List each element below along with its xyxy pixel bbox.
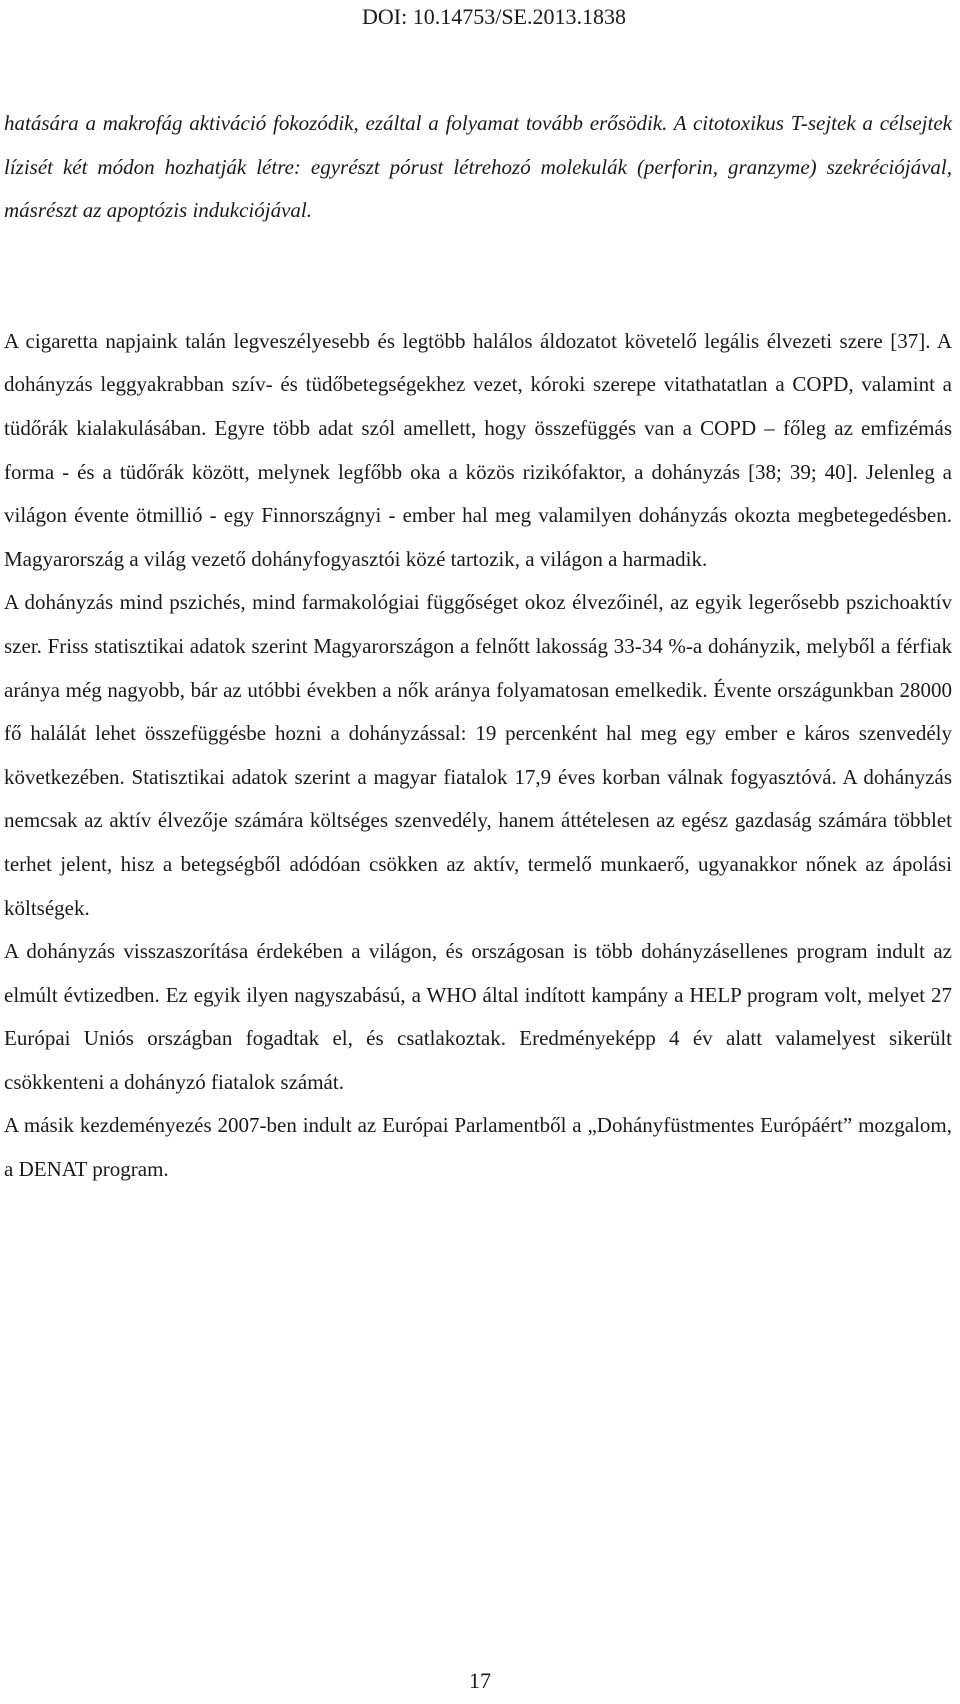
paragraph-denat: A másik kezdeményezés 2007-ben indult az Európai Parlamentből a „Dohányfüstmentes Európáért” mozgalom, a DENAT program. (4, 1113, 952, 1182)
paragraph-addiction: A dohányzás mind pszichés, mind farmakológiai függőséget okoz élvezőinél, az egyik legerősebb pszichoaktív szer. Friss statisztikai adatok szerint Magyarországon a felnőtt lakosság 33-34 %-a dohányzik, melyből a férfiak aránya még nagyobb, bár az utóbbi években a nők aránya folyamatosan emelkedik. Évente országunkban 28000 fő halálát lehet összefüggésbe hozni a dohányzással: 19 percenként hal meg egy ember e káros szenvedély következében. Statisztikai adatok szerint a magyar fiatalok 17,9 éves korban válnak fogyasztóvá. A dohányzás nemcsak az aktív élvezője számára költséges szenvedély, hanem áttételesen az egész gazdaság számára többlet terhet jelent, hisz a betegségből adódóan csökken az aktív, termelő munkaerő, ugyanakkor nőnek az ápolási költségek. (4, 590, 952, 920)
page-number: 17 (469, 1668, 491, 1693)
paragraph-cigarette: A cigaretta napjaink talán legveszélyesebb és legtöbb halálos áldozatot követelő legális élvezeti szere [37]. A dohányzás leggyakrabban szív- és tüdőbetegségekhez vezet, kóroki szerepe vitathatatlan a COPD, valamint a tüdőrák kialakulásában. Egyre több adat szól amellett, hogy összefüggés van a COPD – főleg az emfizémás forma - és a tüdőrák között, melynek legfőbb oka a közös rizikófaktor, a dohányzás [38; 39; 40]. Jelenleg a világon évente ötmillió - egy Finnországnyi - ember hal meg valamilyen dohányzás okozta megbetegedésben. Magyarország a világ vezető dohányfogyasztói közé tartozik, a világon a harmadik. (4, 328, 952, 571)
doi-header: DOI: 10.14753/SE.2013.1838 (362, 4, 626, 29)
document-body (4, 102, 952, 1192)
paragraph-programs: A dohányzás visszaszorítása érdekében a világon, és országosan is több dohányzásellenes program indult az elmúlt évtizedben. Ez egyik ilyen nagyszabású, a WHO által indított kampány a HELP program volt, melyet 27 Európai Uniós országban fogadtak el, és csatlakoztak. Eredményeképp 4 év alatt valamelyest sikerült csökkenteni a dohányzó fiatalok számát. (4, 939, 952, 1094)
paragraph-macrophage: hatására a makrofág aktiváció fokozódik, ezáltal a folyamat tovább erősödik. A citotoxikus T-sejtek a célsejtek lízisét két módon hozhatják létre: egyrészt pórust létrehozó molekulák (perforin, granzyme) szekréciójával, másrészt az apoptózis indukciójával. (4, 111, 952, 223)
